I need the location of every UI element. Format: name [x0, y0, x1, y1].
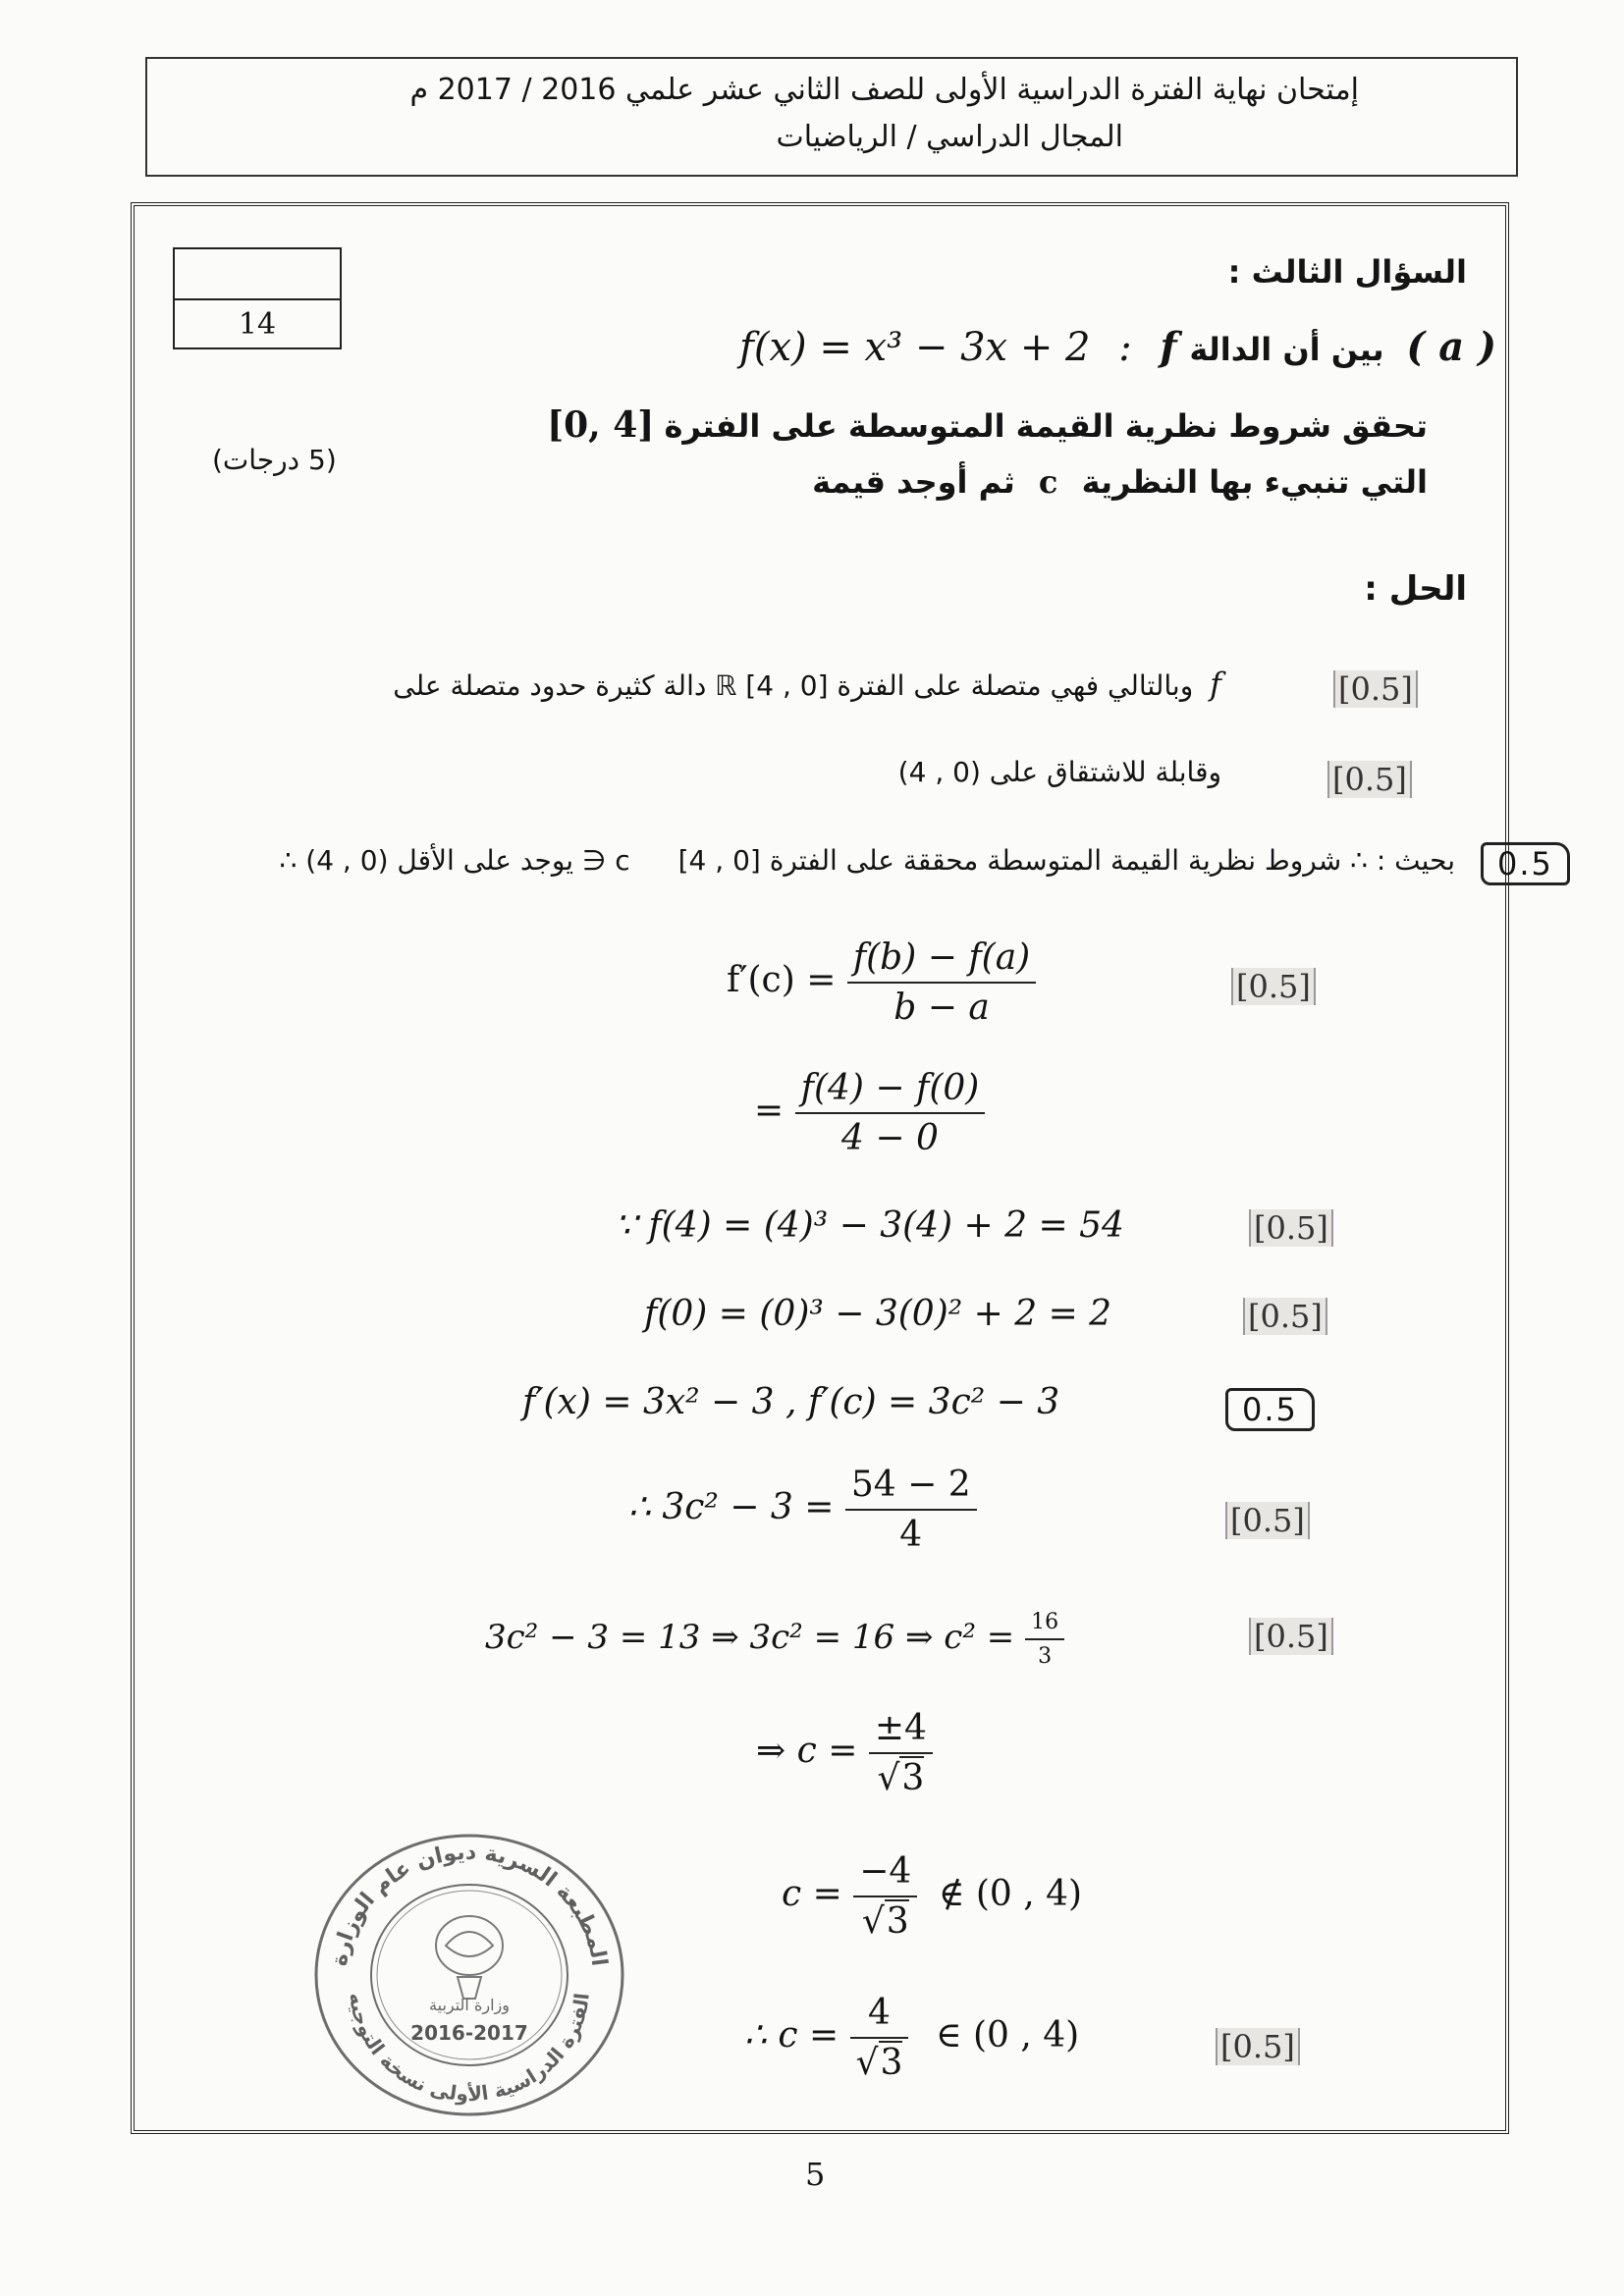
solution-label: الحل : [1364, 569, 1467, 609]
question-part-a: f(x) = x³ − 3x + 2 : f بين أن الدالة ( a ) [739, 324, 1496, 370]
equation-10: ∴ c = $\frac{4}{√3}$ ∈ (0 , 4) [744, 1993, 1080, 2083]
part-label: ( a ) [1406, 324, 1496, 370]
question-line-2: [0, 4] تحقق شروط نظرية القيمة المتوسطة على الفترة [547, 404, 1428, 446]
page-number: 5 [805, 2156, 826, 2193]
header-title: إمتحان نهاية الفترة الدراسية الأولى للصف الثاني عشر علمي 2016 / 2017 م [409, 73, 1359, 107]
equation-2: = $\frac{f(4) - f(0)}{4 - 0}$ [754, 1068, 985, 1158]
solution-step-1: دالة كثيرة حدود متصلة على ℝ وبالتالي فهي متصلة على الفترة [0 , 4] f [393, 666, 1221, 703]
question-line-3: التي تنبيء بها النظرية c ثم أوجد قيمة [812, 463, 1428, 501]
ministry-stamp [310, 1830, 628, 2120]
question-interval: [0, 4] [547, 404, 655, 446]
grade-5: [0.5] [1243, 1298, 1327, 1335]
stamp-bottom-text: الفترة الدراسية الأولى نسخة التوجيه [345, 1991, 594, 2107]
grade-3: [0.5] [1231, 968, 1316, 1005]
grade-1: [0.5] [1333, 670, 1418, 708]
stamp-year: 2016-2017 [410, 2021, 528, 2045]
grade-4: [0.5] [1249, 1209, 1333, 1247]
equation-5: f′(x) = 3x² − 3 , f′(c) = 3c² − 3 [522, 1382, 1060, 1422]
equation-1: f′(c) = $\frac{f(b) - f(a)}{b - a}$ [727, 937, 1036, 1028]
grade-6: [0.5] [1225, 1502, 1310, 1539]
equation-7: 3c² − 3 = 13 ⇒ 3c² = 16 ⇒ c² = $\frac{16}{3}$ [485, 1610, 1064, 1669]
equation-6: ∴ 3c² − 3 = $\frac{54 - 2}{4}$ [628, 1465, 977, 1555]
grade-7: [0.5] [1249, 1618, 1333, 1655]
score-value: 14 [238, 307, 277, 342]
function-name: f [1160, 324, 1177, 370]
equation-4: f(0) = (0)³ − 3(0)² + 2 = 2 [644, 1294, 1112, 1334]
equation-8: ⇒ c = $\frac{\pm 4}{√3}$ [756, 1708, 933, 1798]
handwritten-mark-2: 0.5 [1225, 1388, 1315, 1431]
stamp-outer-text: المطبعة السرية ديوان عام الوزارة [327, 1840, 612, 1968]
solution-step-3: ∴ يوجد على الأقل (0 , 4) ∋ c بحيث : ∴ شروط نظرية القيمة المتوسطة محققة على الفترة [0 , 4] [279, 844, 1455, 877]
grade-2: [0.5] [1327, 761, 1412, 798]
handwritten-mark: 0.5 [1481, 842, 1570, 885]
equation-9: c = $\frac{-4}{√3}$ ∉ (0 , 4) [782, 1851, 1083, 1942]
grade-8: [0.5] [1216, 2028, 1300, 2065]
stamp-inner-text: وزارة التربية [429, 1996, 510, 2014]
header-subject: المجال الدراسي / الرياضيات [776, 120, 1123, 154]
solution-step-2: وقابلة للاشتقاق على (0 , 4) [897, 756, 1221, 788]
svg-text:المطبعة السرية ديوان عام الوزا [327, 1841, 611, 1968]
equation-3: ∵ f(4) = (4)³ − 3(4) + 2 = 54 [615, 1205, 1124, 1246]
exam-header [145, 57, 1518, 177]
function-definition: f(x) = x³ − 3x + 2 [739, 325, 1091, 370]
question-marks: (5 درجات) [212, 444, 337, 476]
question-title: السؤال الثالث : [1227, 253, 1467, 291]
emblem-icon [436, 1916, 503, 1999]
score-box [173, 247, 342, 349]
